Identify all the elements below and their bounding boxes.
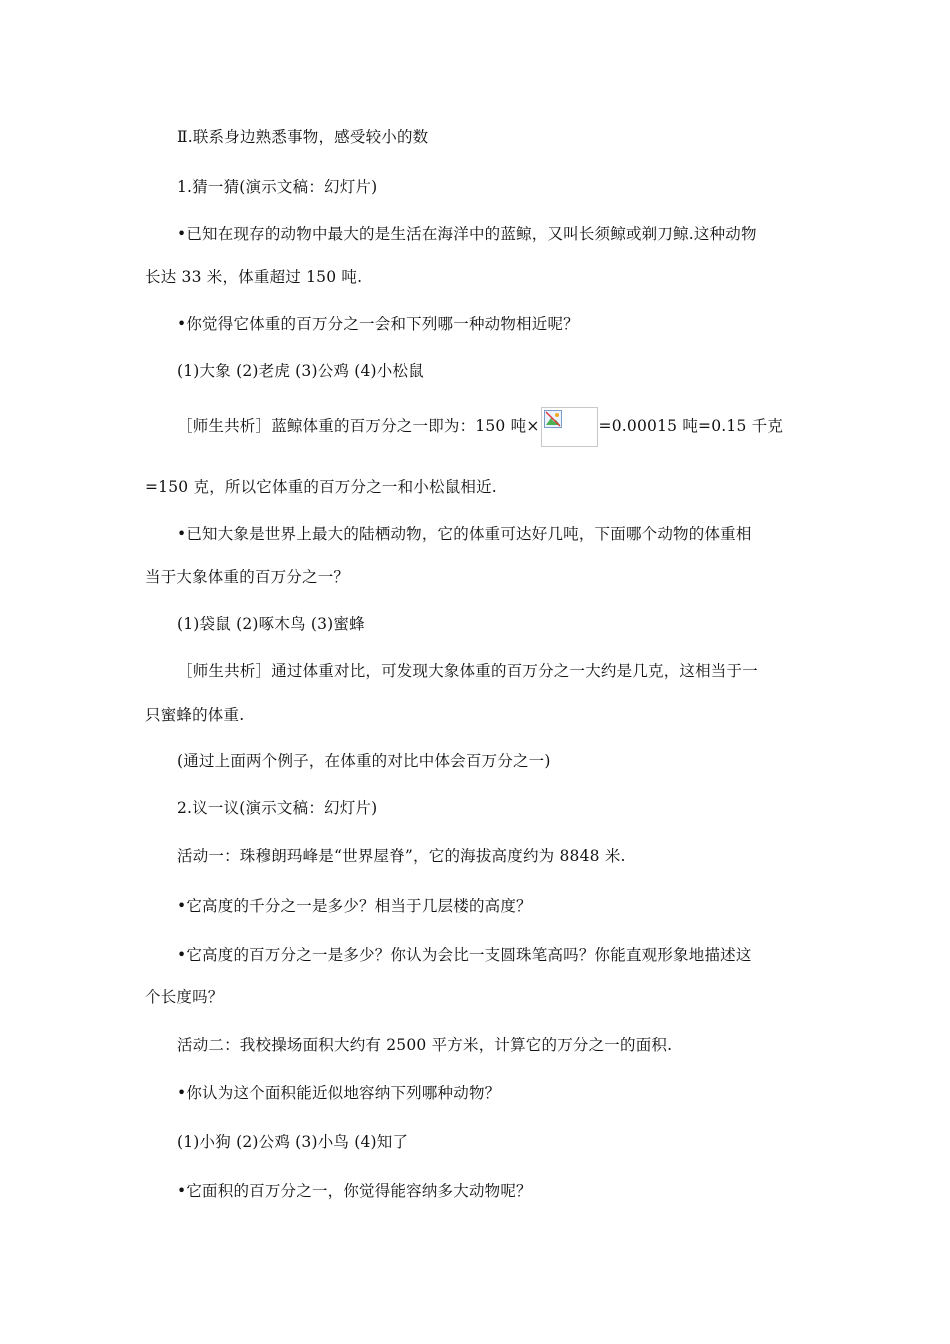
- whale-paragraph-line-2: 长达 33 米，体重超过 150 吨.: [145, 268, 363, 286]
- activity-one-question-1: •它高度的千分之一是多少？相当于几层楼的高度？: [177, 897, 532, 915]
- elephant-answer-line-2: 只蜜蜂的体重.: [145, 706, 245, 724]
- activity-one: 活动一：珠穆朗玛峰是“世界屋脊”，它的海拔高度约为 8848 米.: [177, 847, 626, 865]
- elephant-answer-line-1: ［师生共析］通过体重对比，可发现大象体重的百万分之一大约是几克，这相当于一: [177, 662, 758, 680]
- whale-paragraph-line-1: •已知在现存的动物中最大的是生活在海洋中的蓝鲸，又叫长须鲸或剃刀鲸.这种动物: [177, 225, 757, 243]
- activity-one-question-2-line-2: 个长度吗？: [145, 988, 224, 1006]
- guess-title: 1.猜一猜(演示文稿：幻灯片): [177, 178, 378, 196]
- summary-note: (通过上面两个例子，在体重的对比中体会百万分之一): [177, 752, 551, 770]
- activity-two: 活动二：我校操场面积大约有 2500 平方米，计算它的万分之一的面积.: [177, 1036, 673, 1054]
- whale-answer-text-a: ［师生共析］蓝鲸体重的百万分之一即为：150 吨×: [177, 417, 540, 435]
- elephant-options: (1)袋鼠 (2)啄木鸟 (3)蜜蜂: [177, 615, 365, 633]
- whale-answer-line-1: [177, 406, 783, 448]
- activity-two-options: (1)小狗 (2)公鸡 (3)小鸟 (4)知了: [177, 1133, 409, 1151]
- whale-answer-text-b: =0.00015 吨=0.15 千克: [598, 417, 784, 435]
- activity-two-question-1: •你认为这个面积能近似地容纳下列哪种动物？: [177, 1084, 501, 1102]
- elephant-paragraph-line-2: 当于大象体重的百万分之一？: [145, 568, 350, 586]
- activity-two-question-2: •它面积的百万分之一，你觉得能容纳多大动物呢？: [177, 1182, 532, 1200]
- elephant-paragraph-line-1: •已知大象是世界上最大的陆栖动物，它的体重可达好几吨，下面哪个动物的体重相: [177, 525, 752, 543]
- whale-options: (1)大象 (2)老虎 (3)公鸡 (4)小松鼠: [177, 362, 424, 380]
- broken-image-icon: [541, 407, 598, 447]
- discuss-title: 2.议一议(演示文稿：幻灯片): [177, 799, 378, 817]
- section-heading: Ⅱ.联系身边熟悉事物，感受较小的数: [177, 128, 429, 146]
- whale-question: •你觉得它体重的百万分之一会和下列哪一种动物相近呢？: [177, 315, 579, 333]
- activity-one-question-2-line-1: •它高度的百万分之一是多少？你认为会比一支圆珠笔高吗？你能直观形象地描述这: [177, 946, 752, 964]
- whale-answer-line-2: =150 克，所以它体重的百万分之一和小松鼠相近.: [145, 478, 497, 496]
